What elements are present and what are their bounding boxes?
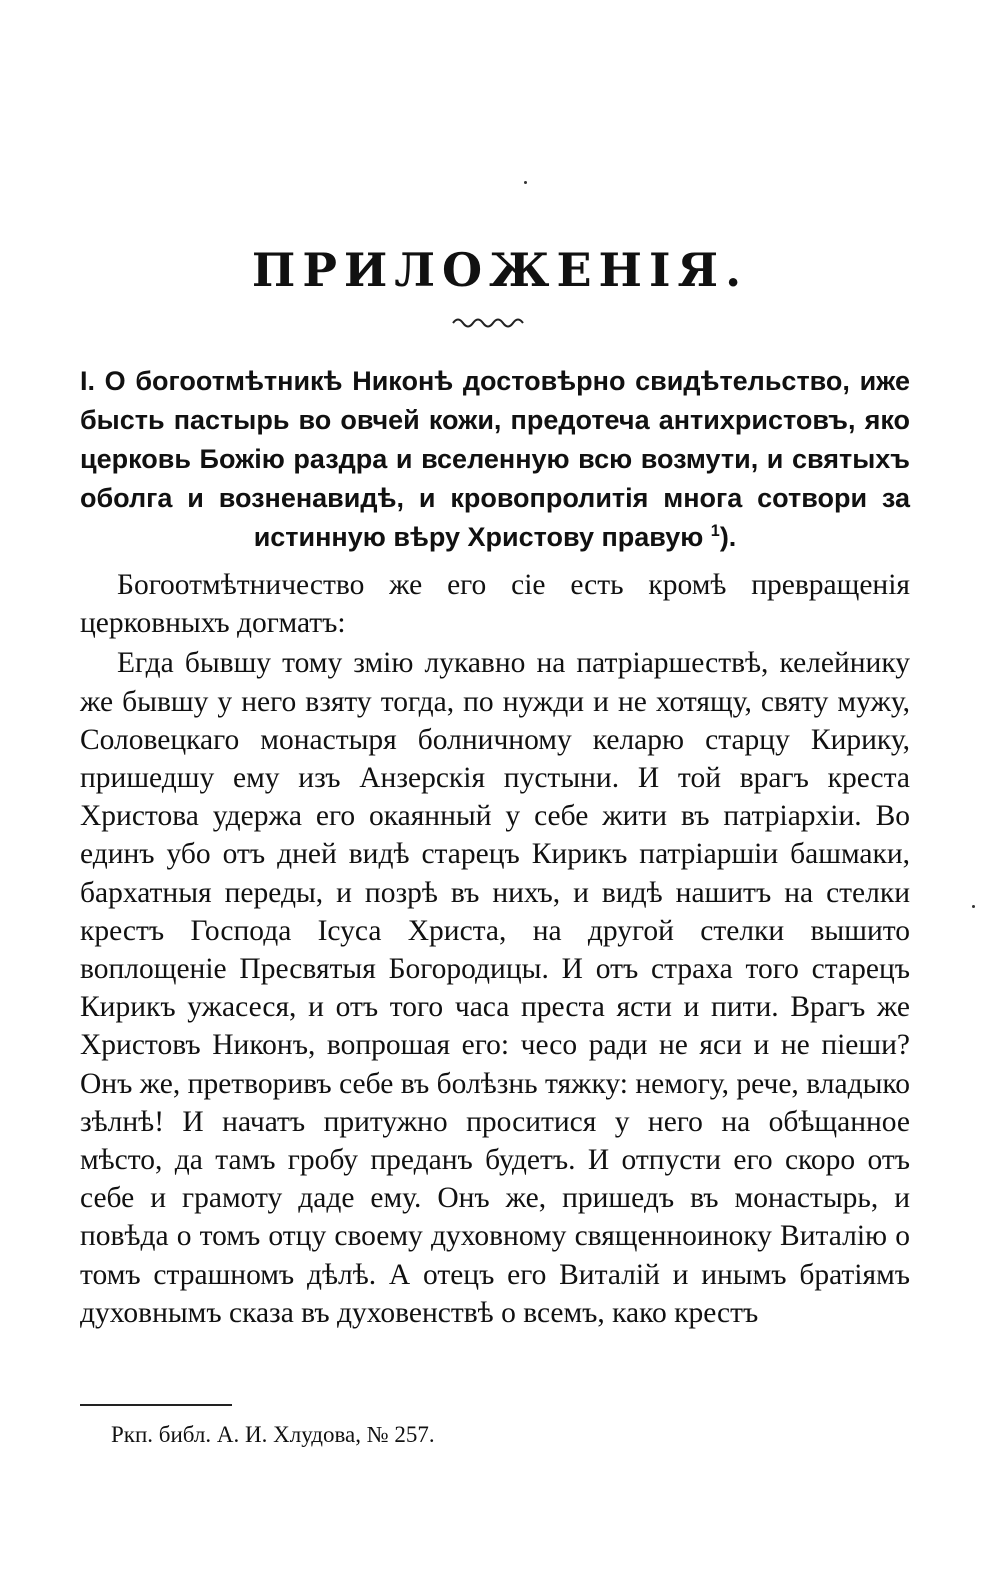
paragraph: Богоотмѣтничество же его сіе есть кромѣ превращенія церковныхъ догматъ: <box>80 569 910 640</box>
footnote-marker: 1 <box>710 522 720 540</box>
footnote: Ркп. библ. А. И. Хлудова, № 257. <box>111 1422 435 1447</box>
wavy-ornament-icon <box>451 314 531 328</box>
heading-text: I. О богоотмѣтникѣ Никонѣ достовѣрно свидѣтельство, иже бысть пастырь во овчей кожи, предотеча антихристовъ, яко церковь Божію раздра и вселенную всю возмути, и святыхъ оболга и возненавидѣ, и кровопролитія многа сотвори за истинную вѣру Христову правую <box>80 366 910 552</box>
print-speck <box>524 181 527 184</box>
footnote-divider <box>80 1404 232 1406</box>
print-speck <box>972 905 975 908</box>
section-heading <box>80 362 910 557</box>
heading-end: ). <box>719 522 737 552</box>
paragraph: Егда бывшу тому змію лукавно на патріаршествѣ, келейнику же бывшу у него взяту тогда, по нужди и не хотящу, святу мужу, Соловецкаго монастыря болничному келарю старцу Кирику, пришедшу ему изъ Анзерскія пустыни. И той врагъ креста Христова удержа его окаянный у себе жити въ патріархіи. Во единъ убо отъ дней видѣ старецъ Кирикъ патріаршіи башмаки, бархатныя переды, и позрѣ въ нихъ, и видѣ нашитъ на стелки крестъ Господа Ісуса Христа, на другой стелки вышито воплощеніе Пресвятыя Богородицы. И отъ страха того старецъ Кирикъ ужасеся, и отъ того часа преста ясти и пити. Врагъ же Христовъ Никонъ, вопрошая его: чесо ради не яси и не піеши? Онъ же, претворивъ себе въ болѣзнь тяжку: немогу, рече, владыко зѣлнѣ! И начатъ притужно проситися у него на обѣщанное мѣсто, да тамъ гробу преданъ будетъ. И отпусти его скоро отъ себе и грамоту даде ему. Онъ же, пришедъ въ монастырь, и повѣда о томъ отцу своему духовному священноиноку Виталію о томъ страшномъ дѣлѣ. А отецъ его Виталій и инымъ братіямъ духовнымъ сказа въ духовенствѣ о всемъ, како крестъ <box>80 647 910 1329</box>
page-title: ПРИЛОЖЕНІЯ. <box>251 243 749 297</box>
body-text <box>80 566 910 1332</box>
